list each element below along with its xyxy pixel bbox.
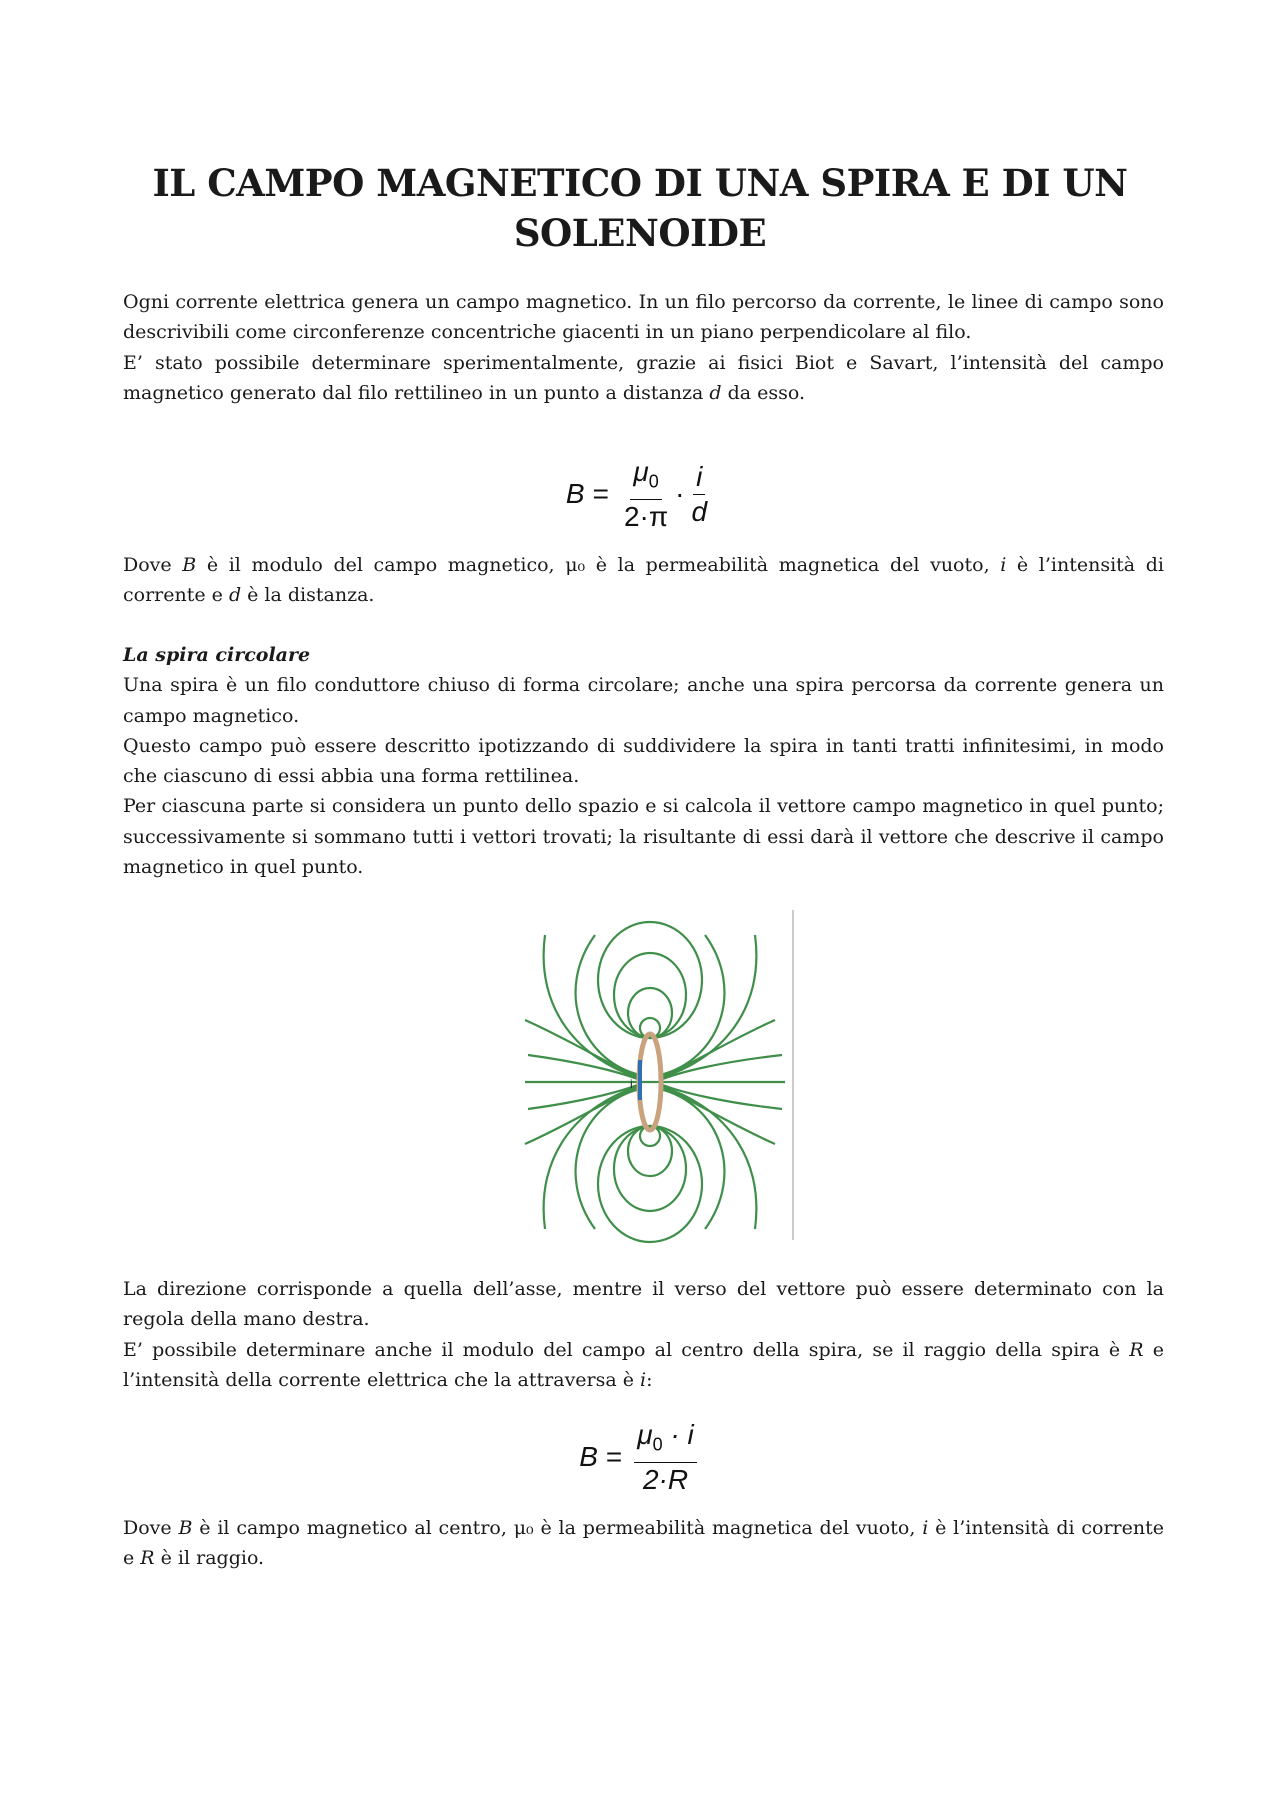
- field-lines: [525, 922, 785, 1242]
- section-paragraph-3: Per ciascuna parte si considera un punto dello spazio e si calcola il vettore campo magnetico in quel punto; successivamente si sommano tutti i vettori trovati; la risultante di essi darà il vettore che descrive il campo magnetico in quel punto.: [123, 795, 1164, 879]
- text: è il modulo del campo magnetico, μ₀ è la permeabilità magnetica del vuoto,: [196, 554, 1001, 576]
- intro-paragraph-2: [123, 348, 1164, 409]
- section-spira-circolare: [123, 640, 1164, 882]
- section-paragraph-1: Una spira è un filo conduttore chiuso di forma circolare; anche una spira percorsa da corrente genera un campo magnetico.: [123, 674, 1164, 727]
- text: Dove: [123, 554, 183, 576]
- mu: μ: [633, 456, 649, 487]
- text: e l’intensità della corrente elettrica che la attraversa è: [123, 1338, 1164, 1391]
- fraction-mu-i-over-2R: [634, 1418, 696, 1497]
- variable-d: d: [709, 381, 722, 404]
- formula-equals: =: [592, 478, 609, 510]
- modulus-paragraph: [123, 1335, 1164, 1396]
- formula-lhs: B: [565, 478, 585, 510]
- text: è il raggio.: [154, 1547, 265, 1570]
- numerator-rest: · i: [662, 1419, 694, 1450]
- fraction-mu-over-2pi: [621, 455, 671, 534]
- page-title: [0, 158, 1280, 258]
- text: E’ stato possibile determinare sperimentalmente, grazie ai fisici Biot e Savart, l’intensità del campo magnetico generato dal filo rettilineo in un punto a distanza: [123, 351, 1164, 404]
- mu-subscript: 0: [652, 1434, 663, 1455]
- variable-R: R: [1129, 1338, 1144, 1361]
- formula-equals: =: [605, 1441, 623, 1473]
- variable-i: i: [1000, 554, 1007, 576]
- text: E’ possibile determinare anche il modulo del campo al centro della spira, se il raggio della spira è: [123, 1338, 1130, 1361]
- numerator: i: [693, 460, 705, 495]
- text: da esso.: [721, 381, 806, 404]
- variable-B: B: [178, 1517, 193, 1539]
- mu-subscript: 0: [648, 471, 659, 492]
- text: è l’intensità di corrente e: [123, 1517, 1164, 1570]
- formula-loop-center: [0, 1418, 1280, 1497]
- formula-biot-savart: [0, 455, 1280, 534]
- title-line-2: SOLENOIDE: [513, 211, 767, 255]
- explanation-2: [123, 1513, 1164, 1574]
- variable-B: B: [182, 554, 197, 576]
- text: è la distanza.: [241, 584, 375, 607]
- variable-d: d: [228, 584, 242, 607]
- mu: μ: [637, 1419, 653, 1450]
- title-line-1: IL CAMPO MAGNETICO DI UNA SPIRA E DI UN: [152, 161, 1128, 205]
- denominator: d: [691, 495, 708, 527]
- formula-dot: ·: [675, 478, 685, 510]
- text: è il campo magnetico al centro, μ₀ è la permeabilità magnetica del vuoto,: [192, 1517, 923, 1539]
- text: è l’intensità di corrente e: [123, 554, 1164, 607]
- intro-section: [123, 287, 1164, 408]
- explanation-1: [123, 550, 1164, 611]
- variable-i: i: [640, 1368, 647, 1391]
- section-paragraph-2: Questo campo può essere descritto ipotizzando di suddividere la spira in tanti tratti infinitesimi, in modo che ciascuno di essi abbia una forma rettilinea.: [123, 734, 1164, 788]
- current-label: i: [630, 1077, 633, 1091]
- denominator: 2·R: [642, 1463, 689, 1495]
- magnetic-field-figure: [500, 910, 800, 1245]
- denominator: 2·π: [623, 500, 669, 532]
- fraction-i-over-d: [689, 460, 711, 529]
- intro-paragraph-1: Ogni corrente elettrica genera un campo magnetico. In un filo percorso da corrente, le linee di campo sono descrivibili come circonferenze concentriche giacenti in un piano perpendicolare al filo.: [123, 291, 1164, 344]
- variable-R: R: [140, 1547, 155, 1570]
- direction-paragraph: La direzione corrisponde a quella dell’asse, mentre il verso del vettore può essere determinato con la regola della mano destra.: [123, 1278, 1164, 1331]
- text: Dove: [123, 1517, 179, 1539]
- after-figure-section: [123, 1274, 1164, 1395]
- variable-i: i: [922, 1517, 929, 1539]
- formula-lhs: B: [579, 1441, 598, 1473]
- text: :: [646, 1368, 653, 1391]
- section-heading: La spira circolare: [123, 644, 311, 666]
